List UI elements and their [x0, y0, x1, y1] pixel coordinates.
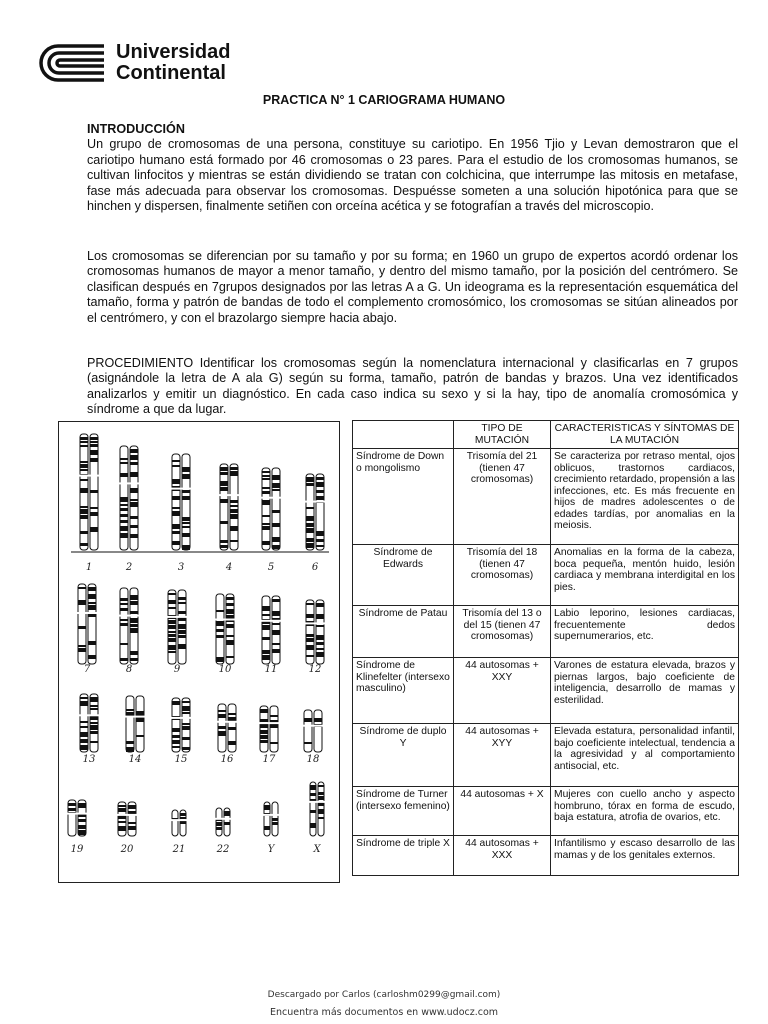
- table-row: [353, 658, 739, 724]
- chromosome-label: 19: [70, 844, 84, 855]
- table-row: [353, 449, 739, 545]
- intro-section: [87, 122, 738, 214]
- chromosome-pair: [263, 802, 279, 836]
- chromosome-pair: [261, 596, 281, 664]
- chromosome-label: 11: [264, 664, 278, 675]
- chromosome-label: 6: [311, 562, 319, 573]
- chromosome-pair: [219, 464, 239, 550]
- chromosome-pair: [119, 446, 139, 550]
- syndrome-description: Infantilismo y escaso desarrollo de las mamas y de los genitales externos.: [551, 836, 739, 876]
- chromosome-pair: [125, 696, 145, 752]
- chromosome-label: 16: [220, 754, 234, 765]
- mutation-type: Trisomía del 21 (tienen 47 cromosomas): [454, 449, 551, 545]
- chromosome-pair: [305, 474, 325, 550]
- syndrome-name: Síndrome de duplo Y: [353, 724, 454, 787]
- logo-line-1: Universidad: [116, 41, 231, 63]
- chromosome-label: 10: [218, 664, 232, 675]
- chromosome-label: X: [313, 844, 321, 855]
- chromosome-label: 3: [177, 562, 185, 573]
- university-logo-icon: [38, 42, 108, 84]
- syndrome-description: Labio leporino, lesiones cardiacas, frecuentemente dedos supernumerarios, etc.: [551, 606, 739, 658]
- more-documents-link[interactable]: Encuentra más documentos en www.udocz.com: [269, 1007, 499, 1018]
- chromosome-pair: [259, 706, 279, 752]
- chromosome-label: 2: [125, 562, 133, 573]
- chromosome-pair: [171, 454, 191, 550]
- chromosome-pair: [117, 802, 137, 836]
- mutation-type: 44 autosomas + XXX: [454, 836, 551, 876]
- chromosome-pair: [217, 704, 237, 752]
- chromosome-label: 18: [306, 754, 320, 765]
- chromosome-label: 15: [174, 754, 188, 765]
- chromosome-pair: [119, 588, 139, 664]
- chromosome-label: Y: [267, 844, 275, 855]
- chromosome-pair: [215, 594, 235, 664]
- university-logo: [38, 42, 230, 84]
- chromosome-label: 13: [82, 754, 96, 765]
- classification-paragraph: Los cromosomas se diferencian por su tamaño y por su forma; en 1960 un grupo de expertos acordó ordenar los cromosomas humanos de mayor a menor tamaño, y dentro del mismo tamaño, por la posición del centrómero. Se clasifican después en 7grupos designados por las letras A a G. Un ideograma es la representación esquemática del tamaño, forma y patrón de bandas de todo el complemento cromosómico, los cromosomas se sitúan alineados por el centrómero, y con el brazolargo siempre hacia abajo.: [87, 249, 738, 325]
- syndrome-table: [352, 420, 739, 876]
- chromosome-pair: [305, 600, 325, 664]
- chromosome-pair: [261, 468, 281, 550]
- chromosome-pair: [303, 710, 323, 752]
- mutation-type: Trisomía del 13 o del 15 (tienen 47 cromosomas): [454, 606, 551, 658]
- chromosome-pair: [309, 782, 325, 836]
- chromosome-label: 1: [85, 562, 93, 573]
- syndrome-description: Elevada estatura, personalidad infantil, bajo coeficiente intelectual, tendencia a la agresividad y al comportamiento antisocial, etc.: [551, 724, 739, 787]
- chromosome-pair: [67, 800, 87, 836]
- table-header-cell: [353, 421, 454, 449]
- syndrome-description: Anomalias en la forma de la cabeza, boca pequeña, mentón huido, lesión cardiaca y membrana interdigital en los pies.: [551, 545, 739, 606]
- intro-text: Un grupo de cromosomas de una persona, constituye su cariotipo. En 1956 Tjio y Levan demostraron que el cariotipo humano está formado por 46 cromosomas o 23 pares. Para el estudio de los cromosomas humanos, se cultivan linfocitos y mientras se están dividiendo se tratan con colchicina, que interrumpe las mitosis en metafase, fase más adecuada para observar los cromosomas. Despuésse someten a una solución hipotónica para que se hinchen y dispersen, finalmente setiñen con orceína acética y se fotografían a través del microscopio.: [87, 137, 738, 214]
- syndrome-description: Mujeres con cuello ancho y aspecto hombruno, tórax en forma de escudo, baja estatura, atrofia de ovarios, etc.: [551, 787, 739, 836]
- chromosome-label: 20: [120, 844, 134, 855]
- chromosome-label: 4: [225, 562, 233, 573]
- karyotype-chromosomes: [59, 422, 339, 882]
- chromosome-label: 21: [172, 844, 186, 855]
- table-header-row: [353, 421, 739, 449]
- chromosome-label: 17: [262, 754, 276, 765]
- chromosome-pair: [79, 434, 99, 550]
- table-header-cell: CARACTERISTICAS Y SÍNTOMAS DE LA MUTACIÓN: [551, 421, 739, 449]
- logo-line-2: Continental: [116, 62, 226, 84]
- chromosome-label: 12: [308, 664, 322, 675]
- chromosome-pair: [167, 590, 187, 664]
- procedure-paragraph: PROCEDIMIENTO Identificar los cromosomas según la nomenclatura internacional y clasificarlas en 7 grupos (asignándole la letra de A ala G) según su forma, tamaño, patrón de bandas y brazos. Una vez identificados analizarlos y emitir un diagnóstico. En cada caso indica su sexo y si la hay, tipo de anomalía cromosómica y síndrome a que da lugar.: [87, 356, 738, 417]
- chromosome-pair: [215, 808, 231, 836]
- chromosome-pair: [79, 694, 99, 752]
- syndrome-name: Síndrome de Turner (intersexo femenino): [353, 787, 454, 836]
- syndrome-description: Varones de estatura elevada, brazos y piernas largos, bajo coeficiente de inteligencia, desarrollo de mamas y esterilidad.: [551, 658, 739, 724]
- mutation-type: Trisomía del 18 (tienen 47 cromosomas): [454, 545, 551, 606]
- table-row: [353, 606, 739, 658]
- page-title: PRACTICA N° 1 CARIOGRAMA HUMANO: [262, 93, 506, 107]
- chromosome-pair: [77, 584, 97, 664]
- mutation-type: 44 autosomas + X: [454, 787, 551, 836]
- karyotype-image: [58, 421, 340, 883]
- syndrome-description: Se caracteriza por retraso mental, ojos oblicuos, trastornos cardiacos, crecimiento retardado, propensión a las infecciones, etc. Es más frecuente en hijos de madres adolescentes o de edades tardías, por anomalias en la meiosis.: [551, 449, 739, 545]
- syndrome-name: Síndrome de triple X: [353, 836, 454, 876]
- chromosome-label: 9: [173, 664, 181, 675]
- syndrome-name: Síndrome de Down o mongolismo: [353, 449, 454, 545]
- chromosome-pair: [171, 698, 191, 752]
- table-row: [353, 787, 739, 836]
- chromosome-label: 5: [267, 562, 275, 573]
- table-row: [353, 724, 739, 787]
- table-row: [353, 836, 739, 876]
- syndrome-name: Síndrome de Patau: [353, 606, 454, 658]
- mutation-type: 44 autosomas + XXY: [454, 658, 551, 724]
- chromosome-label: 8: [125, 664, 133, 675]
- table-row: [353, 545, 739, 606]
- table-header-cell: TIPO DE MUTACIÓN: [454, 421, 551, 449]
- chromosome-label: 22: [216, 844, 230, 855]
- chromosome-pair: [171, 810, 187, 836]
- intro-heading: INTRODUCCIÓN: [87, 122, 185, 136]
- syndrome-name: Síndrome de Edwards: [353, 545, 454, 606]
- mutation-type: 44 autosomas + XYY: [454, 724, 551, 787]
- chromosome-label: 14: [128, 754, 142, 765]
- chromosome-label: 7: [83, 664, 91, 675]
- syndrome-name: Síndrome de Klinefelter (intersexo masculino): [353, 658, 454, 724]
- download-credit: Descargado por Carlos (carloshm0299@gmail.com): [267, 990, 501, 1000]
